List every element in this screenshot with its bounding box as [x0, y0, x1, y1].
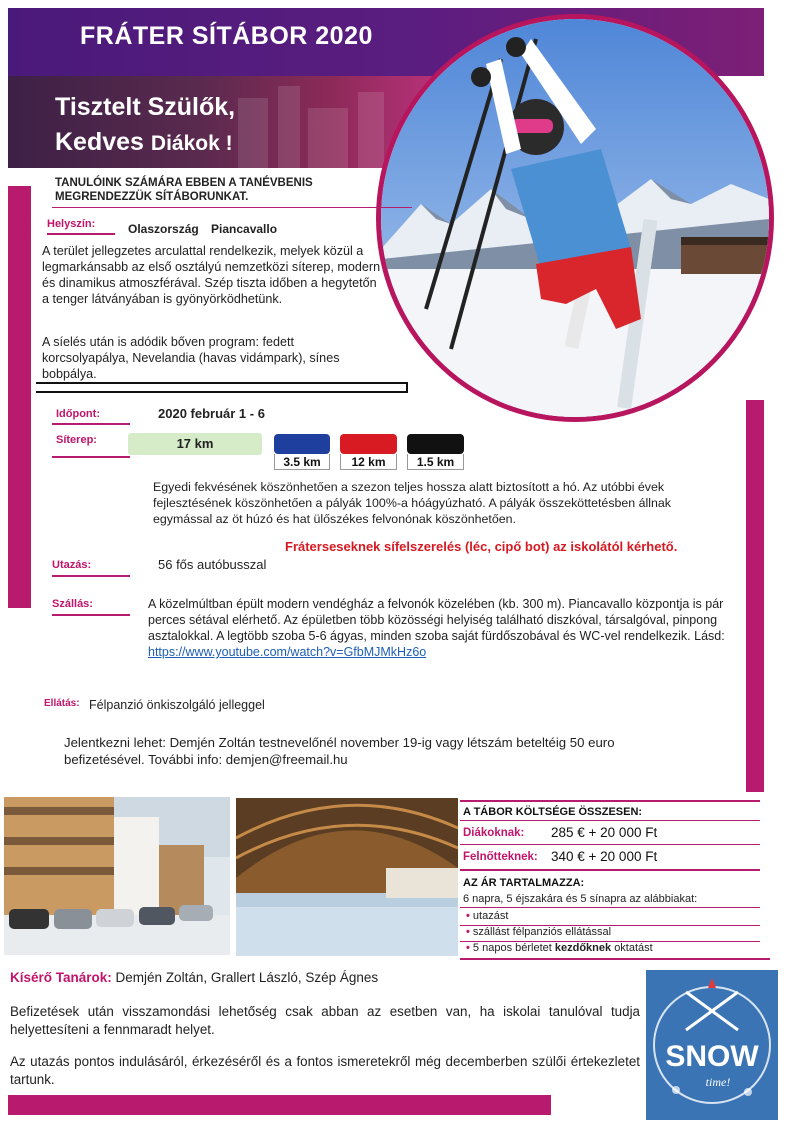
includes-item-2: [466, 926, 611, 938]
left-accent-bar: [8, 186, 31, 608]
black-slope-value: 1.5 km: [416, 455, 455, 469]
students-price: 285 € + 20 000 Ft: [551, 825, 658, 840]
page-title: FRÁTER SÍTÁBOR 2020: [80, 22, 373, 50]
includes-item-1-text: utazást: [472, 910, 509, 922]
cost-row-line-1: [460, 844, 760, 845]
footer-bar: [8, 1095, 551, 1115]
skier-photo: [376, 14, 774, 422]
greeting-line-2: [55, 128, 233, 157]
blue-slope-bar: [274, 434, 330, 454]
cost-title-line: [460, 820, 760, 821]
hotel-photo: [4, 797, 230, 955]
right-accent-bar: [746, 400, 764, 792]
includes-item-3-a: 5 napos bérletet: [472, 942, 552, 954]
adults-label: Felnőtteknek:: [463, 851, 538, 863]
cost-bottom-line: [460, 958, 770, 960]
intro-text: [55, 176, 313, 204]
equipment-note: Fráterseseknek sífelszerelés (léc, cipő bot) az iskolától kérhető.: [285, 539, 678, 554]
cost-top-line: [460, 800, 760, 802]
accommodation-description: A közelmúltban épült modern vendégház a felvonók közelében (kb. 300 m). Piancavallo központja is pár perces sétával elérhető. Az épületben több közösségi helyiség található diszkóval, társalgóval, pinpong asztalokkal. A legtöbb szoba 5-6 ágyas, minden szoba saját fürdőszobával és WC-vel rendelkezik. Lásd:: [148, 597, 725, 643]
accommodation-text: [148, 596, 728, 660]
teachers-names: Demjén Zoltán, Grallert László, Szép Ágnes: [115, 970, 379, 985]
adults-price: 340 € + 20 000 Ft: [551, 849, 658, 864]
cancellation-note: Befizetések után visszamondási lehetőség csak abban az esetben van, ha iskolai tanulóval tudja helyettesíteni a fennmaradt helyet.: [10, 1004, 640, 1037]
location-description: A terület jellegzetes arculattal rendelkezik, melyek közül a legmarkánsabb az első osztályú nemzetközi síterep, modern és dinamikus atmoszférával. Szép tiszta időben a hegytetőn a tenger látványában is gyönyörködhetünk.: [42, 244, 381, 306]
teachers-label: Kísérő Tanárok:: [10, 970, 112, 985]
red-slope-value: 12 km: [351, 455, 386, 469]
meeting-note: Az utazás pontos indulásáról, érkezéséről és a fontos ismeretekről még decemberben szülői értekezletet tartunk.: [10, 1054, 640, 1087]
includes-intro: 6 napra, 5 éjszakára és 5 sínapra az alábbiakat:: [463, 893, 698, 905]
location-label: Helyszín:: [47, 218, 96, 230]
meals-label: Ellátás:: [44, 698, 80, 709]
slopes-description: Egyedi fekvésének köszönhetően a szezon teljes hossza alatt biztosított a hó. Az utóbbi évek fejlesztésének köszönhetően a pályák 100%-a hóágyúzható. A pályák összeköttetésben állnak egymással az öt húzó és hat ülőszékes felvonónak köszönhetően.: [153, 480, 671, 526]
bullet-icon: •: [466, 926, 473, 938]
accommodation-video-link[interactable]: https://www.youtube.com/watch?v=GfbMJMkHz6o: [148, 645, 427, 659]
intro-line-2: MEGRENDEZZÜK SÍTÁBORUNKAT.: [55, 191, 249, 203]
greeting-kedves: Kedves: [55, 128, 144, 156]
registration-line-2: befizetésével. További info: demjen@freemail.hu: [64, 752, 348, 767]
travel-value: 56 fős autóbusszal: [158, 557, 267, 572]
ice-rink-photo: [236, 798, 458, 956]
date-label: Időpont:: [56, 408, 100, 420]
blue-slope-value: 3.5 km: [283, 455, 321, 469]
greeting-diakok: Diákok !: [150, 132, 233, 155]
date-value: 2020 február 1 - 6: [158, 406, 265, 421]
registration-line-1: Jelentkezni lehet: Demjén Zoltán testnevelőnél november 19-ig vagy létszám beteltéig 50 euro: [64, 735, 615, 750]
includes-line-1: [460, 907, 760, 908]
total-slopes-value: 17 km: [176, 436, 214, 451]
includes-title: AZ ÁR TARTALMAZZA:: [463, 877, 585, 889]
section-divider: [36, 382, 408, 393]
meals-value: Félpanzió önkiszolgáló jelleggel: [89, 698, 265, 712]
greeting-line-1: Tisztelt Szülők,: [55, 93, 236, 121]
location-country: Olaszország: [128, 222, 199, 236]
slopes-underline: [52, 456, 130, 458]
black-slope-bar: [407, 434, 464, 454]
cost-row-line-2: [460, 869, 760, 871]
date-underline: [52, 423, 130, 425]
bullet-icon: •: [466, 942, 473, 954]
red-slope-bar: [340, 434, 397, 454]
maple-leaf-icon: [708, 978, 716, 988]
badge-word: SNOW: [665, 1040, 759, 1073]
location-programs: A síelés után is adódik bőven program: fedett korcsolyapálya, Nevelandia (havas vidámpark), sínes bobpálya.: [42, 335, 340, 381]
includes-item-3-b: kezdőknek: [554, 942, 612, 954]
accommodation-label: Szállás:: [52, 598, 93, 610]
cost-title: A TÁBOR KÖLTSÉGE ÖSSZESEN:: [463, 806, 643, 818]
travel-underline: [52, 575, 130, 577]
intro-line-1: TANULÓINK SZÁMÁRA EBBEN A TANÉVBENIS: [55, 177, 313, 189]
accommodation-underline: [52, 614, 130, 616]
registration-text: [64, 734, 615, 768]
includes-item-1: [466, 910, 508, 922]
location-underline: [47, 233, 115, 235]
bullet-icon: •: [466, 910, 473, 922]
includes-item-3: [466, 942, 653, 954]
badge-sub: time!: [705, 1075, 731, 1089]
intro-divider: [52, 207, 412, 208]
includes-item-2-text: szállást félpanziós ellátással: [472, 926, 612, 938]
travel-label: Utazás:: [52, 559, 92, 571]
teachers-line: [10, 970, 378, 985]
slopes-label: Síterep:: [56, 434, 97, 446]
students-label: Diákoknak:: [463, 827, 525, 839]
snow-time-badge: [646, 970, 778, 1120]
location-city: Piancavallo: [211, 222, 278, 236]
includes-item-3-c: oktatást: [614, 942, 653, 954]
